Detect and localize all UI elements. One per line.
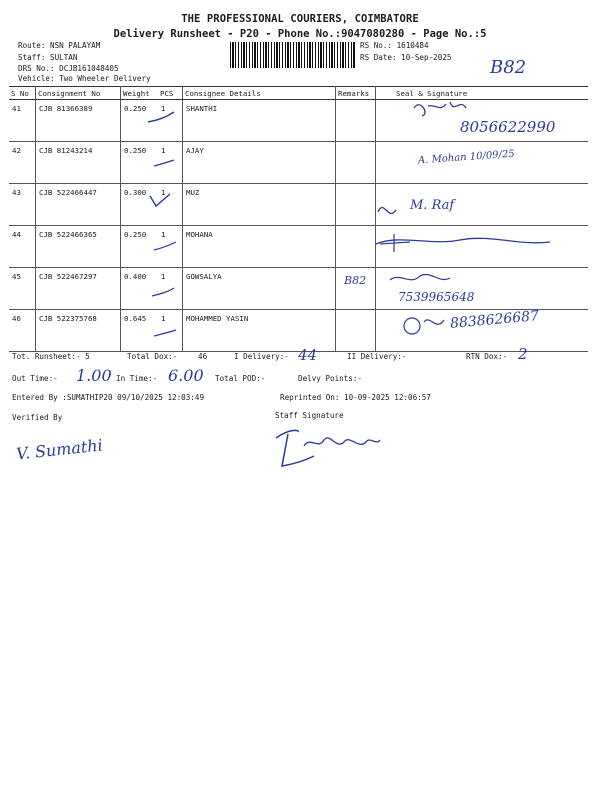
col-weight: Weight <box>121 87 159 100</box>
row-weight: 0.400 <box>121 268 159 310</box>
entered-by: Entered By :SUMATHIP20 09/10/2025 12:03:49 <box>12 393 205 402</box>
remarks-row-45: B82 <box>344 274 367 287</box>
rtn-dox-label: RTN Dox:- <box>466 352 508 361</box>
vehicle-label: Vehicle: Two Wheeler Delivery <box>18 74 151 83</box>
rs-number: RS No.: 1610484 <box>360 41 429 50</box>
col-pcs: PCS <box>158 87 183 100</box>
total-pod-label: Total POD:- <box>215 374 266 383</box>
col-seal-signature: Seal & Signature <box>376 87 589 100</box>
drs-number: DRS No.: DCJB161048405 <box>18 64 119 73</box>
row-consignee: MOHAMMED YASIN <box>183 310 336 352</box>
barcode <box>230 42 355 68</box>
col-consignee: Consignee Details <box>183 87 336 100</box>
verified-signature: V. Sumathi <box>15 435 104 464</box>
col-remarks: Remarks <box>336 87 376 100</box>
row-consignee: AJAY <box>183 142 336 184</box>
row-consignment: CJB 522466447 <box>36 184 121 226</box>
col-consignment: Consignment No <box>36 87 121 100</box>
i-delivery-label: I Delivery:- <box>234 352 289 361</box>
runsheet-subtitle: Delivery Runsheet - P20 - Phone No.:9047080280 - Page No.:5 <box>113 28 487 40</box>
signature-row-41: 8056622990 <box>460 118 556 136</box>
reprinted-on: Reprinted On: 10-09-2025 12:06:57 <box>280 393 431 402</box>
row-pcs: 1 <box>158 142 183 184</box>
row-sno: 46 <box>9 310 36 352</box>
row-pcs: 1 <box>158 184 183 226</box>
row-sno: 41 <box>9 100 36 142</box>
signature-row-42: A. Mohan 10/09/25 <box>417 148 516 167</box>
row-pcs: 1 <box>158 310 183 352</box>
corner-handwritten-note: B82 <box>490 57 527 78</box>
signature-row-46: 8838626687 <box>449 308 540 332</box>
ii-delivery-label: II Delivery:- <box>347 352 407 361</box>
row-consignment: CJB 81366389 <box>36 100 121 142</box>
rs-date: RS Date: 10-Sep-2025 <box>360 53 452 62</box>
total-runsheet: Tot. Runsheet:- 5 <box>12 352 90 361</box>
rtn-dox-value: 2 <box>518 345 528 363</box>
out-time-label: Out Time:- <box>12 374 58 383</box>
row-sno: 43 <box>9 184 36 226</box>
signature-row-45: 7539965648 <box>398 290 475 304</box>
col-sno: S No <box>9 87 36 100</box>
total-dox-label: Total Dox:- <box>127 352 178 361</box>
row-pcs: 1 <box>158 100 183 142</box>
row-consignee: SHANTHI <box>183 100 336 142</box>
row-weight: 0.300 <box>121 184 159 226</box>
staff-label: Staff: SULTAN <box>18 53 78 62</box>
row-pcs: 1 <box>158 268 183 310</box>
row-weight: 0.250 <box>121 142 159 184</box>
out-time-value: 1.00 <box>76 366 112 385</box>
row-consignment: CJB 522467297 <box>36 268 121 310</box>
row-consignee: MOHANA <box>183 226 336 268</box>
in-time-value: 6.00 <box>168 366 204 385</box>
handwritten-tick-marks <box>140 100 190 360</box>
row-consignment: CJB 522466365 <box>36 226 121 268</box>
row-weight: 0.250 <box>121 226 159 268</box>
row-consignment: CJB 522375768 <box>36 310 121 352</box>
document-title: THE PROFESSIONAL COURIERS, COIMBATORE <box>181 13 419 25</box>
row-weight: 0.250 <box>121 100 159 142</box>
row-sno: 45 <box>9 268 36 310</box>
row-consignment: CJB 81243214 <box>36 142 121 184</box>
i-delivery-value: 44 <box>298 346 318 364</box>
staff-signature-label: Staff Signature <box>275 411 344 420</box>
row-pcs: 1 <box>158 226 183 268</box>
route-label: Route: NSN PALAYAM <box>18 41 101 50</box>
verified-by-label: Verified By <box>12 413 63 422</box>
row-consignee: GOWSALYA <box>183 268 336 310</box>
total-dox-value: 46 <box>198 352 208 361</box>
row-consignee: MUZ <box>183 184 336 226</box>
signature-row-43: M. Raf <box>410 198 455 213</box>
row-weight: 0.645 <box>121 310 159 352</box>
row-sno: 42 <box>9 142 36 184</box>
in-time-label: In Time:- <box>116 374 158 383</box>
row-sno: 44 <box>9 226 36 268</box>
staff-signature-mark <box>270 420 390 480</box>
delivery-points-label: Delvy Points:- <box>298 374 363 383</box>
